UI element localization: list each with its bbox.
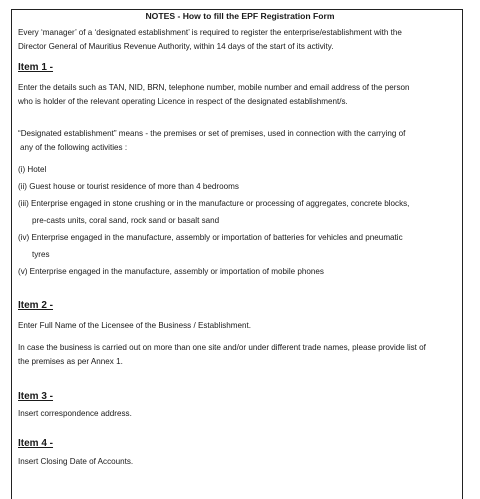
- item-2-para2-line-1: In case the business is carried out on more than one site and/or under different trade names, please provide list of: [18, 343, 426, 352]
- item-4-heading: Item 4 -: [18, 438, 54, 449]
- item-1-para2-line-1: “Designated establishment” means - the premises or set of premises, used in connection with the carrying of: [18, 129, 406, 138]
- item-4-para1: Insert Closing Date of Accounts.: [18, 457, 134, 466]
- intro-line-2: Director General of Mauritius Revenue Authority, within 14 days of the start of its activity.: [18, 42, 334, 51]
- activity-item-i: (i) Hotel: [18, 165, 47, 174]
- activity-item-iv: (iv) Enterprise engaged in the manufacture, assembly or importation of batteries for vehicles and pneumatic: [18, 233, 403, 242]
- item-3-heading: Item 3 -: [18, 391, 54, 402]
- activity-item-iii: (iii) Enterprise engaged in stone crushing or in the manufacture or processing of aggregates, concrete blocks,: [18, 199, 410, 208]
- intro-line-1: Every ‘manager’ of a ‘designated establishment’ is required to register the enterprise/establishment with the: [18, 28, 402, 37]
- activity-item-iii-continued: pre-casts units, coral sand, rock sand or basalt sand: [32, 216, 220, 225]
- item-2-para2-line-2: the premises as per Annex 1.: [18, 357, 123, 366]
- item-2-para1: Enter Full Name of the Licensee of the Business / Establishment.: [18, 321, 252, 330]
- activity-item-v: (v) Enterprise engaged in the manufacture, assembly or importation of mobile phones: [18, 267, 324, 276]
- activity-item-ii: (ii) Guest house or tourist residence of more than 4 bedrooms: [18, 182, 239, 191]
- item-1-para1-line-1: Enter the details such as TAN, NID, BRN, telephone number, mobile number and email address of the person: [18, 83, 410, 92]
- item-1-heading: Item 1 -: [18, 62, 54, 73]
- item-2-heading: Item 2 -: [18, 300, 54, 311]
- item-3-para1: Insert correspondence address.: [18, 409, 132, 418]
- item-1-para2-line-2: any of the following activities :: [20, 143, 128, 152]
- page-title: NOTES - How to fill the EPF Registration Form: [145, 11, 335, 21]
- activity-item-iv-continued: tyres: [32, 250, 50, 259]
- item-1-para1-line-2: who is holder of the relevant operating Licence in respect of the designated establishment/s.: [18, 97, 348, 106]
